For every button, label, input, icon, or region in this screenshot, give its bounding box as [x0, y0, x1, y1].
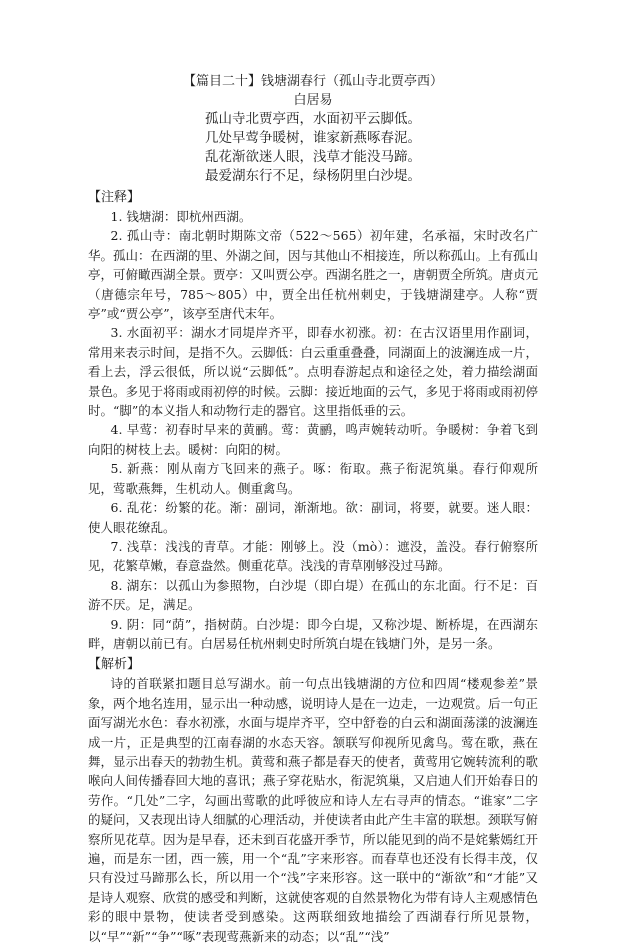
analysis-body: [88, 674, 538, 946]
note-item: 7. 浅草：浅浅的青草。才能：刚够上。没（mò）：遮没，盖没。春行俯察所见，花繁草嫩，春意盎然。侧重花草。浅浅的青草刚够没过马蹄。: [88, 538, 538, 574]
note-item: 6. 乱花：纷繁的花。渐：副词，渐渐地。欲：副词，将要，就要。迷人眼：使人眼花缭乱。: [88, 500, 538, 535]
poem-line: 几处早莺争暖树，谁家新燕啄春泥。: [205, 130, 421, 146]
note-item: 3. 水面初平：湖水才同堤岸齐平，即春水初涨。初：在古汉语里用作副词，常用来表示时间，是指不久。云脚低：白云重重叠叠，同湖面上的波澜连成一片，看上去，浮云很低，所以说“云脚低”。点明春游起点和途径之处，着力描绘湖面景色。多见于将雨或雨初停的时候。云脚：接近地面的云气，多见于将雨或雨初停时。“脚”的本义指人和动物行走的器官。这里指低垂的云。: [88, 325, 539, 419]
note-item: 2. 孤山寺：南北朝时期陈文帝（522～565）初年建，名承福，宋时改名广华。孤山：在西湖的里、外湖之间，因与其他山不相接连，所以称孤山。上有孤山亭，可俯瞰西湖全景。贾亭：又叫贾公亭。西湖名胜之一，唐朝贾全所筑。唐贞元（唐德宗年号，785～805）中，贾全出任杭州刺史，于钱塘湖建亭。人称“贾亭”或“贾公亭”，该亭至唐代末年。: [88, 228, 539, 322]
poem-line: 孤山寺北贾亭西，水面初平云脚低。: [205, 111, 421, 127]
note-item: 4. 早莺：初春时早来的黄鹂。莺：黄鹂，鸣声婉转动听。争暖树：争着飞到向阳的树枝上去。暖树：向阳的树。: [88, 422, 538, 457]
note-item: 1. 钱塘湖：即杭州西湖。: [110, 209, 252, 224]
analysis-heading: 【解析】: [88, 657, 141, 673]
poem-line: 乱花渐欲迷人眼，浅草才能没马蹄。: [205, 149, 421, 165]
note-item: 5. 新燕：刚从南方飞回来的燕子。啄：衔取。燕子衔泥筑巢。春行仰观所见，莺歌燕舞，生机动人。侧重禽鸟。: [88, 461, 538, 496]
poem-title: 【篇目二十】钱塘湖春行（孤山寺北贾亭西）: [182, 74, 443, 89]
notes-heading: 【注释】: [88, 190, 141, 205]
poem-body: [88, 110, 538, 186]
notes-list: [88, 207, 538, 653]
note-item: 9. 阴：同“荫”，指树荫。白沙堤：即今白堤，又称沙堤、断桥堤，在西湖东畔，唐朝以前已有。白居易任杭州刺史时所筑白堤在钱塘门外，是另一条。: [88, 616, 538, 651]
poem-author: 白居易: [293, 93, 333, 108]
poem-line: 最爱湖东行不足，绿杨阴里白沙堤。: [205, 168, 421, 184]
note-item: 8. 湖东：以孤山为参照物，白沙堤（即白堤）在孤山的东北面。行不足：百游不厌。足，满足。: [88, 577, 538, 613]
analysis-paragraph: 诗的首联紧扣题目总写湖水。前一句点出钱塘湖的方位和四周“楼观参差”景象，两个地名连用，显示出一种动感，说明诗人是在一边走，一边观赏。后一句正面写湖光水色：春水初涨，水面与堤岸齐平，空中舒卷的白云和湖面荡漾的波澜连成一片，正是典型的江南春湖的水态天容。颔联写仰视所见禽鸟。莺在歌，燕在舞，显示出春天的勃勃生机。黄莺和燕子都是春天的使者，黄莺用它婉转流利的歌喉向人间传播春回大地的喜讯；燕子穿花贴水，衔泥筑巢，又启迪人们开始春日的劳作。“几处”二字，勾画出莺歌的此呼彼应和诗人左右寻声的情态。“谁家”二字的疑问，又表现出诗人细腻的心理活动，并使读者由此产生丰富的联想。颈联写俯察所见花草。因为是早春，还未到百花盛开季节，所以能见到的尚不是姹紫嫣红开遍，而是东一团，西一簇，用一个“乱”字来形容。而春草也还没有长得丰茂，仅只有没过马蹄那么长，所以用一个“浅”字来形容。这一联中的“渐欲”和“才能”又是诗人观察、欣赏的感受和判断，这就使客观的自然景物化为带有诗人主观感情色彩的眼中景物，使读者受到感染。这两联细致地描绘了西湖春行所见景物，以“早”“新”“争”“啄”表现莺燕新来的动态；以“乱”“浅”: [88, 676, 539, 944]
